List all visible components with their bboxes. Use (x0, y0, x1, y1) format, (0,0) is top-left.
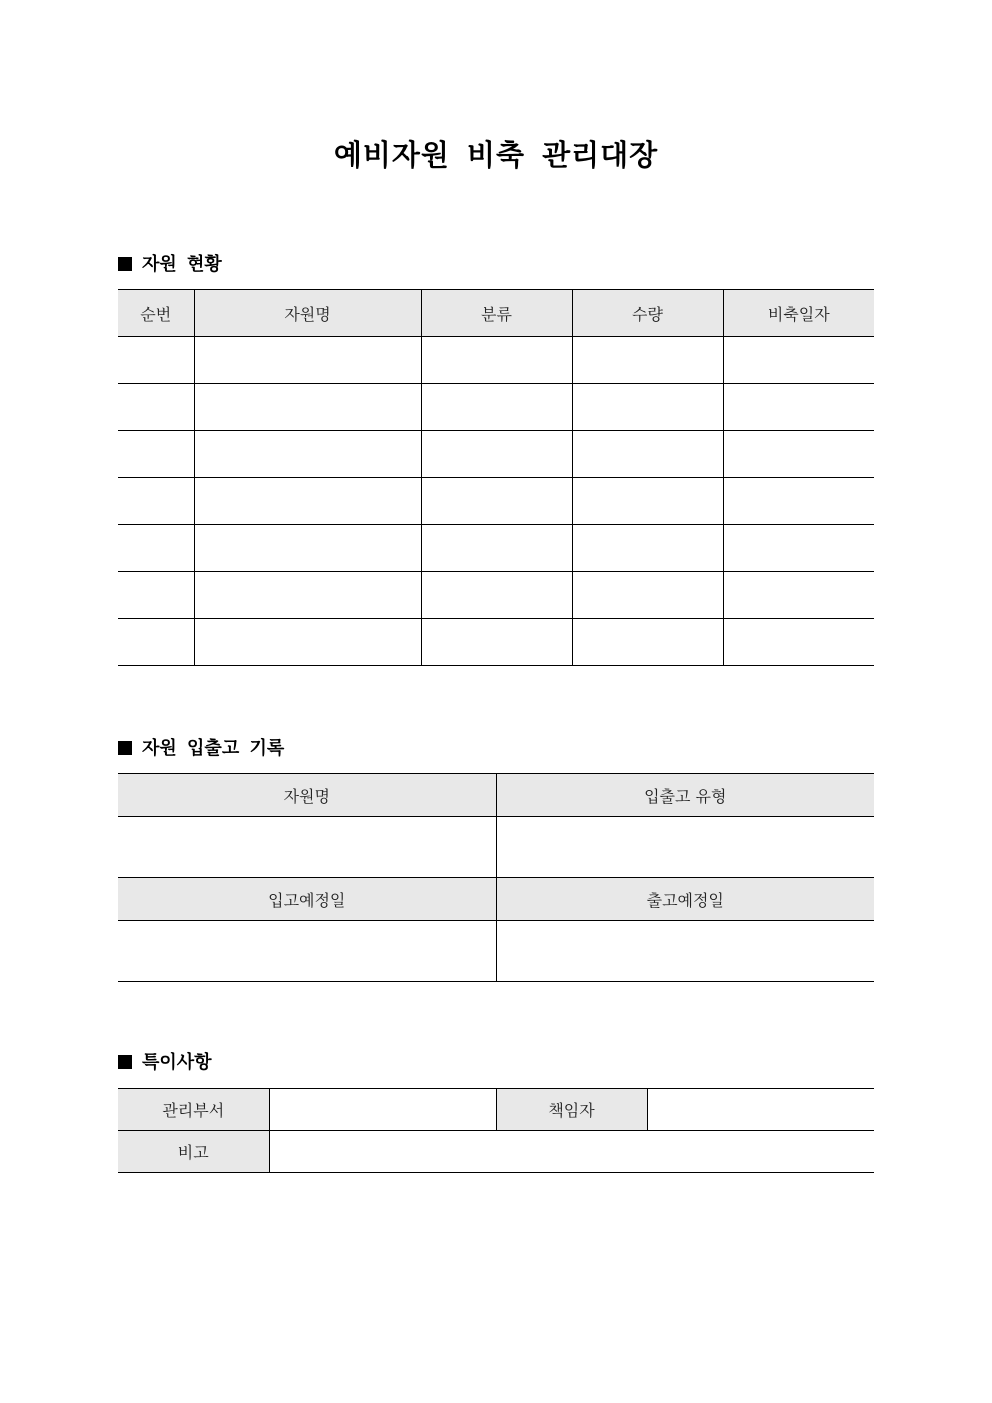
status-table (118, 289, 874, 666)
io-header-row-2 (118, 878, 874, 921)
table-cell[interactable] (194, 431, 421, 478)
table-cell[interactable] (194, 572, 421, 619)
status-table-header-row (118, 290, 874, 337)
table-cell[interactable] (118, 431, 194, 478)
table-row (118, 384, 874, 431)
in-date-field[interactable] (118, 921, 496, 982)
square-bullet-icon (118, 257, 132, 271)
table-cell[interactable] (194, 478, 421, 525)
table-cell[interactable] (723, 478, 874, 525)
column-header-stock-date: 비축일자 (723, 290, 874, 337)
table-cell[interactable] (421, 431, 572, 478)
notes-table (118, 1088, 874, 1173)
table-cell[interactable] (572, 572, 723, 619)
table-row (118, 619, 874, 666)
table-cell[interactable] (421, 337, 572, 384)
table-cell[interactable] (723, 572, 874, 619)
io-value-row-2 (118, 921, 874, 982)
table-cell[interactable] (421, 478, 572, 525)
table-cell[interactable] (723, 337, 874, 384)
table-row (118, 431, 874, 478)
table-row (118, 337, 874, 384)
column-header-seq: 순번 (118, 290, 194, 337)
section-heading-notes-label: 특이사항 (142, 1052, 212, 1073)
column-header-resource-name: 자원명 (194, 290, 421, 337)
table-cell[interactable] (118, 572, 194, 619)
column-header-quantity: 수량 (572, 290, 723, 337)
table-cell[interactable] (421, 384, 572, 431)
table-cell[interactable] (572, 384, 723, 431)
table-cell[interactable] (572, 431, 723, 478)
table-row (118, 478, 874, 525)
table-cell[interactable] (723, 619, 874, 666)
section-heading-status (118, 253, 222, 277)
table-cell[interactable] (723, 525, 874, 572)
square-bullet-icon (118, 741, 132, 755)
io-value-row-1 (118, 817, 874, 878)
notes-row-2 (118, 1131, 874, 1173)
io-header-row-1 (118, 774, 874, 817)
section-heading-notes (118, 1051, 212, 1075)
io-record-table (118, 773, 874, 982)
square-bullet-icon (118, 1055, 132, 1069)
section-heading-io-label: 자원 입출고 기록 (142, 738, 285, 759)
table-cell[interactable] (421, 572, 572, 619)
table-cell[interactable] (194, 525, 421, 572)
page-title: 예비자원 비축 관리대장 (333, 138, 659, 172)
table-cell[interactable] (572, 525, 723, 572)
manager-field[interactable] (647, 1089, 874, 1131)
section-heading-io (118, 737, 284, 761)
table-cell[interactable] (118, 525, 194, 572)
dept-field[interactable] (269, 1089, 496, 1131)
manager-label: 책임자 (496, 1089, 647, 1131)
table-cell[interactable] (118, 337, 194, 384)
remarks-label: 비고 (118, 1131, 269, 1173)
table-cell[interactable] (118, 384, 194, 431)
resource-name-field[interactable] (118, 817, 496, 878)
out-date-field[interactable] (496, 921, 874, 982)
table-cell[interactable] (572, 619, 723, 666)
column-header-category: 분류 (421, 290, 572, 337)
table-cell[interactable] (572, 337, 723, 384)
io-type-field[interactable] (496, 817, 874, 878)
table-row (118, 525, 874, 572)
table-cell[interactable] (194, 384, 421, 431)
table-cell[interactable] (723, 431, 874, 478)
table-cell[interactable] (118, 478, 194, 525)
in-date-label: 입고예정일 (118, 878, 496, 921)
out-date-label: 출고예정일 (496, 878, 874, 921)
table-cell[interactable] (572, 478, 723, 525)
table-cell[interactable] (421, 525, 572, 572)
table-cell[interactable] (723, 384, 874, 431)
section-heading-status-label: 자원 현황 (142, 254, 222, 275)
table-row (118, 572, 874, 619)
dept-label: 관리부서 (118, 1089, 269, 1131)
table-cell[interactable] (194, 619, 421, 666)
table-cell[interactable] (194, 337, 421, 384)
table-cell[interactable] (421, 619, 572, 666)
remarks-field[interactable] (269, 1131, 874, 1173)
resource-name-label: 자원명 (118, 774, 496, 817)
table-cell[interactable] (118, 619, 194, 666)
notes-row-1 (118, 1089, 874, 1131)
io-type-label: 입출고 유형 (496, 774, 874, 817)
